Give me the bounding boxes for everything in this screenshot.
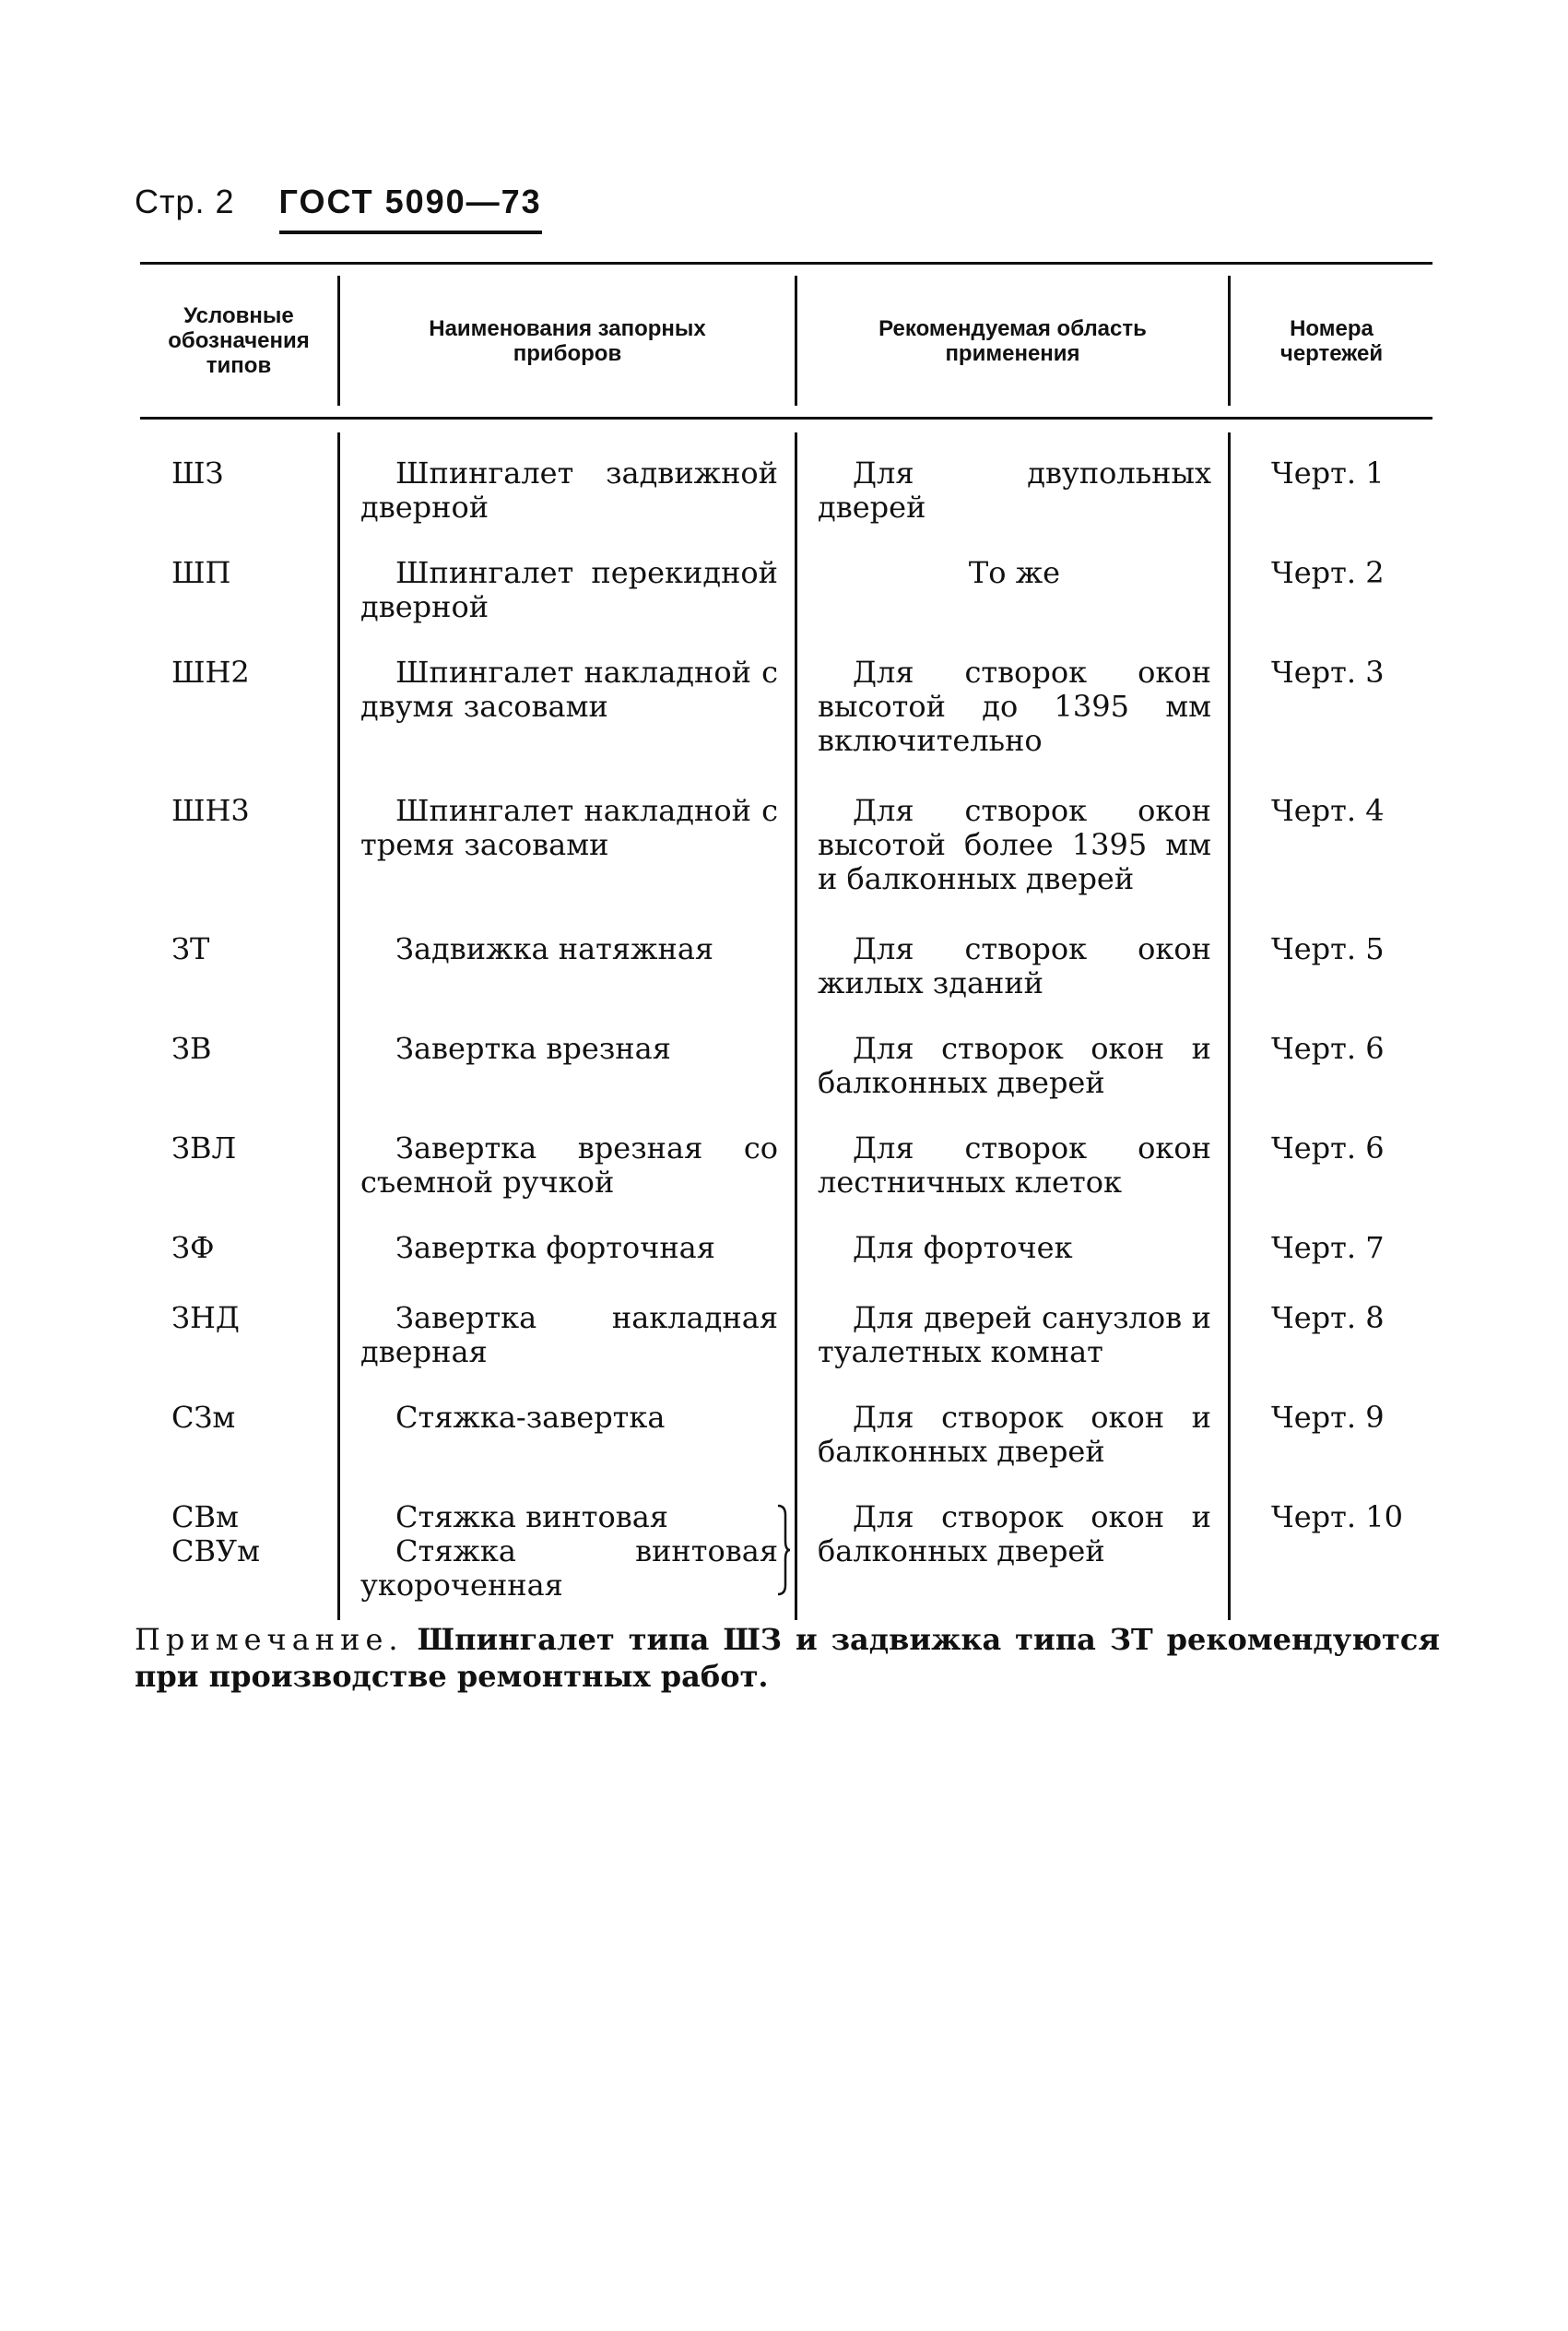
column-header-drawing: Номера чертежей [1228,276,1432,406]
drawing-number-cell-merged-text: Черт. 10 [1271,1499,1403,1534]
device-name-cell [340,794,795,932]
drawing-number-cell-text: Черт. 7 [1271,1230,1385,1265]
device-name-line: Стяжка винтовая укороченная [360,1533,778,1603]
type-code-cell-text: ШП [171,555,231,590]
application-area-cell [797,656,1228,794]
type-code-cell [140,1131,337,1231]
device-name-cell [340,1301,795,1401]
column-header-area: Рекомендуемая область применения [795,276,1228,406]
table-body-grid [140,420,1432,1620]
drawing-number-cell-text: Черт. 9 [1271,1400,1385,1435]
type-code-cell-text: ЗВЛ [171,1130,237,1166]
standard-title: ГОСТ 5090—73 [279,183,542,234]
type-code-cell [140,456,337,556]
device-name-cell-text: Завертка накладная дверная [360,1300,778,1369]
table-body [140,420,1432,1603]
column-name [337,432,795,1620]
application-area-cell-text: Для створок окон и балконных дверей [818,1400,1211,1469]
type-code-cell-merged [140,1500,337,1620]
drawing-number-cell-text: Черт. 8 [1271,1300,1385,1335]
application-area-cell-text: Для дверей санузлов и туалетных комнат [818,1300,1211,1369]
drawing-number-cell [1231,1131,1432,1231]
drawing-number-cell [1231,656,1432,794]
table-header-row [140,265,1432,417]
device-name-cell-text: Завертка врезная со съемной ручкой [360,1130,778,1200]
type-code-text: СВУм [171,1533,261,1568]
locks-table [140,262,1432,1603]
drawing-number-cell-text: Черт. 5 [1271,931,1385,966]
column-header-name: Наименования запорных приборов [337,276,795,406]
type-code-cell-text: ШН2 [171,655,250,690]
device-name-cell-text: Завертка форточная [395,1230,715,1265]
drawing-number-cell [1231,1231,1432,1301]
row-spacer [797,432,1228,456]
application-area-cell-text: Для створок окон жилых зданий [818,931,1211,1000]
application-area-cell [797,456,1228,556]
application-area-cell [797,1131,1228,1231]
type-code-cell-text: ЗТ [171,931,210,966]
type-code-cell [140,1401,337,1500]
application-area-cell-text: Для створок окон высотой более 1395 мм и балконных дверей [818,793,1211,896]
drawing-number-cell-text: Черт. 6 [1271,1130,1385,1166]
column-type [140,420,337,1620]
type-code-cell [140,932,337,1032]
application-area-cell [797,1231,1228,1301]
drawing-number-cell [1231,456,1432,556]
type-code-cell [140,656,337,794]
device-name-cell-text: Задвижка натяжная [395,931,714,966]
application-area-cell-text: Для створок окон лестничных клеток [818,1130,1211,1200]
device-name-cell [340,1131,795,1231]
note-label: Примечание. [135,1622,404,1657]
device-name-cell [340,1231,795,1301]
device-name-cell-text: Шпингалет накладной с тремя засовами [360,793,778,862]
drawing-number-cell-text: Черт. 1 [1271,456,1385,491]
type-code-cell [140,556,337,656]
device-name-cell-text: Шпингалет задвижной дверной [360,456,778,525]
drawing-number-cell-text: Черт. 4 [1271,793,1385,828]
application-area-cell-text: Для створок окон высотой до 1395 мм включительно [818,655,1211,758]
device-name-cell [340,556,795,656]
type-code-cell-text: ШЗ [171,456,224,491]
type-code-cell [140,1301,337,1401]
row-spacer [1231,432,1432,456]
application-area-cell [797,1301,1228,1401]
column-header-type: Условные обозначения типов [168,303,310,378]
type-code-cell-text: ШН3 [171,793,250,828]
application-area-cell-text: То же [968,555,1061,590]
row-spacer [140,420,337,456]
device-name-cell [340,932,795,1032]
device-name-cell-text: Завертка врезная [395,1031,671,1066]
application-area-cell [797,1032,1228,1131]
device-name-cell-text: Шпингалет накладной с двумя засовами [360,655,778,724]
drawing-number-cell [1231,1032,1432,1131]
application-area-cell [797,556,1228,656]
application-area-cell [797,794,1228,932]
drawing-number-cell-merged [1231,1500,1432,1620]
device-name-cell [340,1032,795,1131]
drawing-number-cell-text: Черт. 6 [1271,1031,1385,1066]
device-name-cell [340,456,795,556]
type-code-cell-text: ЗФ [171,1230,215,1265]
brace-path [778,1506,790,1594]
device-name-line: Стяжка винтовая [395,1499,668,1534]
row-spacer [340,432,795,456]
device-name-cell [340,656,795,794]
type-code-cell [140,1231,337,1301]
page-number: Стр. 2 [135,183,235,220]
column-area [795,432,1228,1620]
application-area-cell-merged-text: Для створок окон и балконных дверей [818,1499,1211,1568]
device-name-cell-text: Стяжка-завертка [395,1400,666,1435]
device-name-cell-merged [340,1500,795,1620]
drawing-number-cell [1231,1401,1432,1500]
note-text: Шпингалет типа ШЗ и задвижка типа ЗТ рекомендуются при производстве ремонтных работ. [135,1622,1441,1694]
type-code-cell-text: СЗм [171,1400,236,1435]
application-area-cell-merged [797,1500,1228,1620]
drawing-number-cell-text: Черт. 3 [1271,655,1385,690]
page-header [135,183,542,234]
device-name-text [360,1500,778,1534]
type-code-cell [140,794,337,932]
type-code-cell-text: ЗНД [171,1300,240,1335]
device-name-text [360,1534,778,1603]
type-code-cell-text: ЗВ [171,1031,212,1066]
application-area-cell [797,932,1228,1032]
column-drawing [1228,432,1432,1620]
drawing-number-cell [1231,1301,1432,1401]
device-name-cell-text: Шпингалет перекидной дверной [360,555,778,624]
drawing-number-cell [1231,556,1432,656]
application-area-cell-text: Для створок окон и балконных дверей [818,1031,1211,1100]
table-note [135,1621,1440,1695]
grouping-brace-icon [776,1504,791,1596]
application-area-cell-text: Для форточек [853,1230,1073,1265]
device-name-cell [340,1401,795,1500]
drawing-number-cell-text: Черт. 2 [1271,555,1385,590]
drawing-number-cell [1231,932,1432,1032]
application-area-cell-text: Для двупольных дверей [818,456,1211,525]
drawing-number-cell [1231,794,1432,932]
type-code-cell [140,1032,337,1131]
application-area-cell [797,1401,1228,1500]
type-code-text: СВм [171,1499,239,1534]
